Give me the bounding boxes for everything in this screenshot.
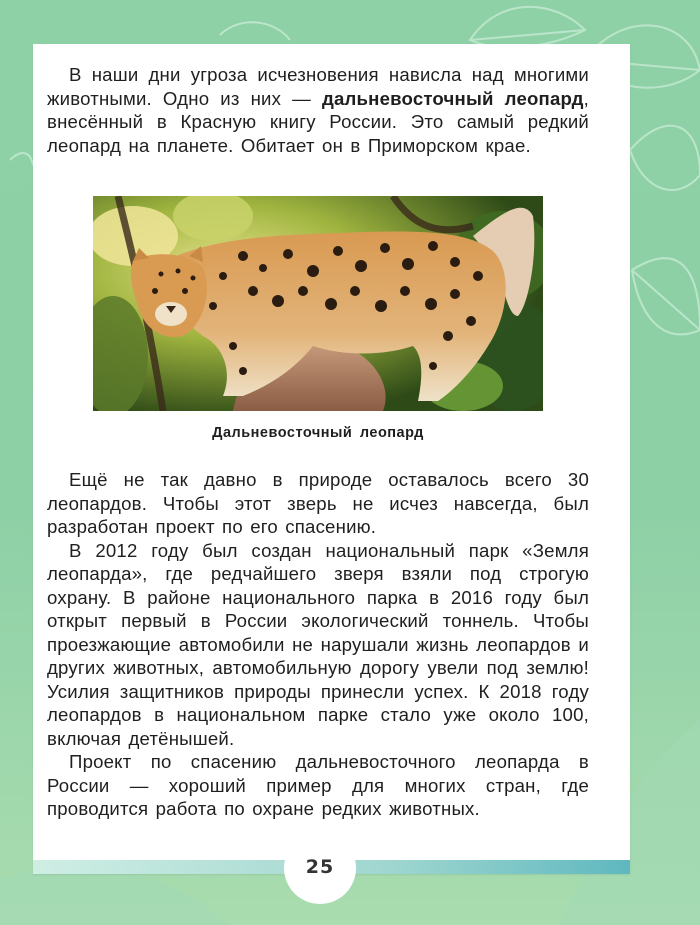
page-number: 25	[305, 856, 335, 878]
intro-text	[47, 63, 589, 157]
intro-text-start: В наши дни угроза исчезновения нависла над многими животными. Одно из них —	[47, 64, 589, 109]
intro-text-end: , внесённый в Красную книгу России. Это самый редкий леопард на планете. Обитает он в Приморском крае.	[47, 87, 589, 156]
leaf-outline-icon	[470, 7, 585, 48]
paragraph: Ещё не так давно в природе оставалось всего 30 леопардов. Чтобы этот зверь не исчез навсегда, был разработан проект по его спасению.	[47, 469, 589, 537]
paragraph: В 2012 году был создан национальный парк «Земля леопарда», где редчайшего зверя взяли под строгую охрану. В районе национального парка в 2016 году был открыт первый в России экологический тоннель. Чтобы проезжающие автомобили не нарушали жизнь леопардов и других животных, автомобильную дорогу увели под землю! Усилия защитников природы принесли успех. К 2018 году леопардов в национальном парке стало уже около 100, включая детёнышей.	[47, 539, 589, 749]
leopard-photo	[93, 196, 543, 411]
leaf-outline-icon	[630, 126, 700, 190]
leopard-highlight: дальневосточный леопард	[321, 87, 584, 109]
photo-caption: Дальневосточный леопард	[212, 425, 424, 441]
page-number-badge	[284, 832, 356, 904]
leaf-outline-icon	[632, 258, 700, 334]
paragraph: Проект по спасению дальневосточного леопарда в России — хороший пример для многих стран, где проводится работа по охране редких животных.	[47, 751, 589, 819]
leaf-outline-icon	[10, 153, 33, 165]
leopard-photo-icon	[93, 196, 543, 411]
main-text	[47, 468, 589, 821]
paragraph-intro	[47, 63, 589, 157]
leaf-outline-icon	[220, 22, 290, 40]
